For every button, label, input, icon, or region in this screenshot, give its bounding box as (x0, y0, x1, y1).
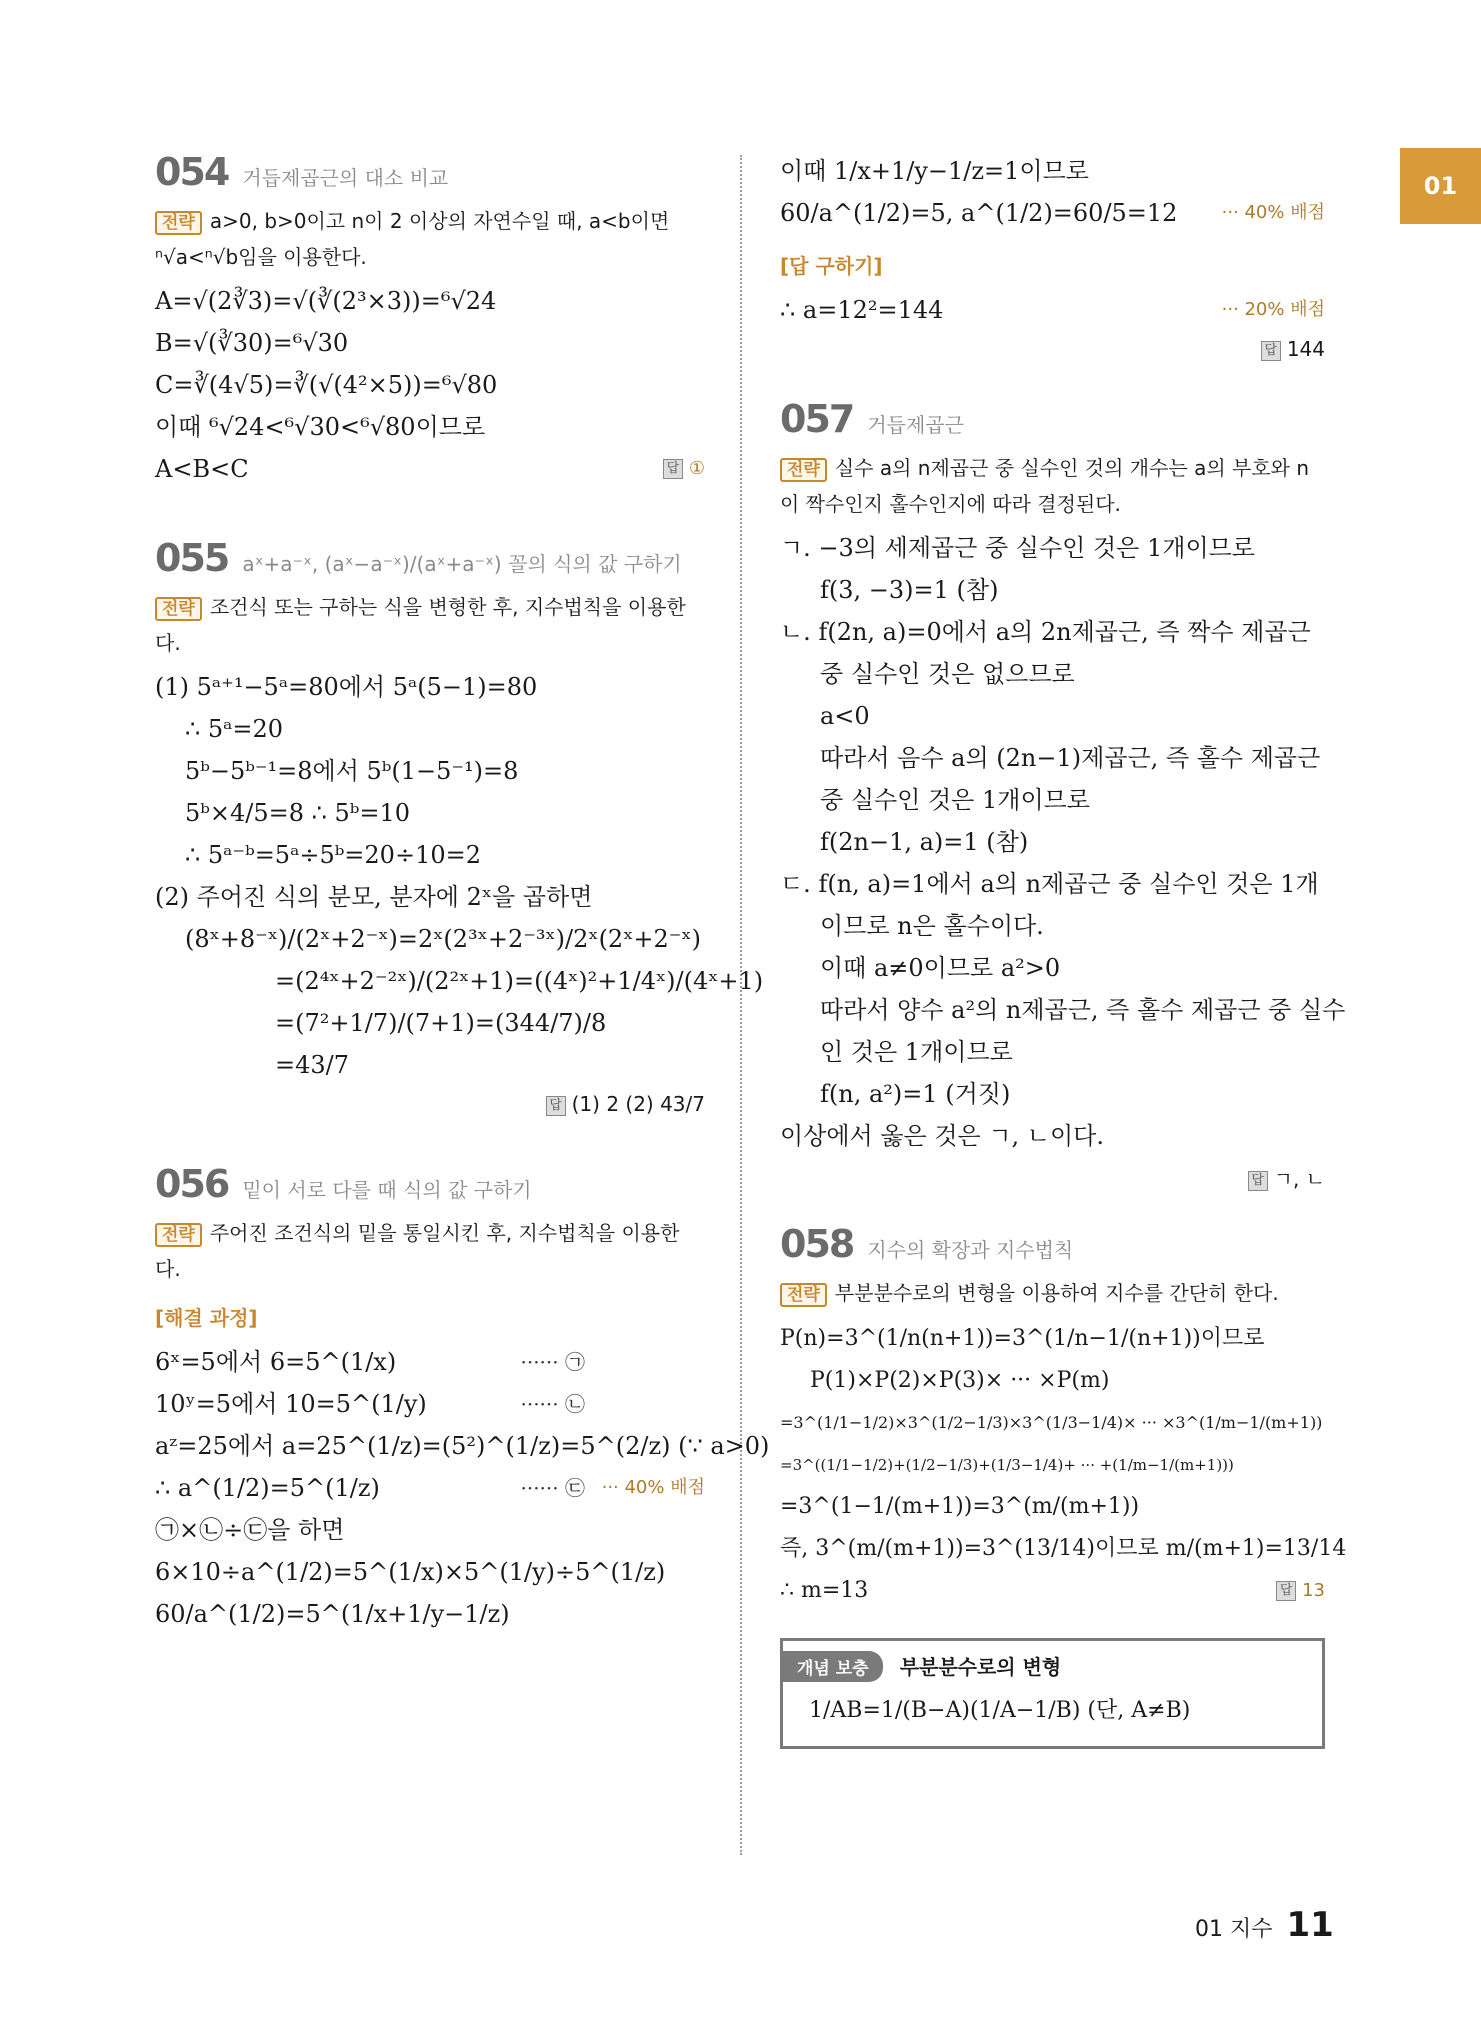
strategy-tag: 전략 (155, 211, 202, 235)
solution-line: f(3, −3)=1 (참) (820, 576, 999, 604)
page-number: 11 (1286, 1905, 1334, 1945)
subheading: [해결 과정] (155, 1306, 258, 1330)
section-058 (780, 1222, 1347, 1749)
solution-line: 60/a^(1/2)=5^(1/x+1/y−1/z) (155, 1600, 510, 1628)
page-footer (1195, 1905, 1334, 1945)
concept-tag: 개념 보충 (783, 1651, 883, 1682)
right-column (780, 150, 1347, 1749)
solution-line: B=√(∛30)=⁶√30 (155, 329, 349, 357)
solution-line: A=√(2∛3)=√(∛(2³×3))=⁶√24 (155, 287, 497, 315)
section-056-continued (780, 150, 1325, 361)
answer: 답 144 (780, 337, 1325, 361)
answer-icon: 답 (663, 459, 683, 479)
score-note: ··· 40% 배점 (601, 1477, 705, 1498)
section-056 (155, 1162, 770, 1635)
column-divider (740, 155, 742, 1855)
solution-line: (2) 주어진 식의 분모, 분자에 2ˣ을 곱하면 (155, 883, 593, 911)
answer: 답 13 (1276, 1570, 1325, 1612)
solution-line: 5ᵇ×4/5=8 ∴ 5ᵇ=10 (185, 799, 411, 827)
solution-line: f(2n−1, a)=1 (참) (820, 828, 1029, 856)
solution-line: 이때 a≠0이므로 a²>0 (820, 954, 1061, 982)
strategy-tag: 전략 (780, 458, 827, 482)
solution-line: 중 실수인 것은 없으므로 (820, 660, 1075, 688)
solution-line: =(2⁴ˣ+2⁻²ˣ)/(2²ˣ+1)=((4ˣ)²+1/4ˣ)/(4ˣ+1) (275, 967, 764, 995)
section-057 (780, 397, 1346, 1192)
concept-box (780, 1638, 1325, 1749)
section-title: aˣ+a⁻ˣ, (aˣ−a⁻ˣ)/(aˣ+a⁻ˣ) 꼴의 식의 값 구하기 (242, 552, 682, 576)
solution-line: (1) 5ᵃ⁺¹−5ᵃ=80에서 5ᵃ(5−1)=80 (155, 673, 538, 701)
solution-line: =3^(1/1−1/2)×3^(1/2−1/3)×3^(1/3−1/4)× ··· ×3^(1/m−1/(m+1)) (780, 1413, 1323, 1432)
solution-line: aᶻ=25에서 a=25^(1/z)=(5²)^(1/z)=5^(2/z) (∵ a>0) (155, 1432, 770, 1460)
answer: 답 (1) 2 (2) 43/7 (155, 1092, 705, 1116)
solution-line: f(n, a²)=1 (거짓) (820, 1080, 1011, 1108)
strategy: 전략 조건식 또는 구하는 식을 변형한 후, 지수법칙을 이용한다. (155, 595, 686, 655)
solution-line: =(7²+1/7)/(7+1)=(344/7)/8 (275, 1009, 607, 1037)
section-title: 거듭제곱근의 대소 비교 (242, 166, 449, 190)
answer-icon: 답 (1261, 341, 1281, 361)
solution-line: 10ʸ=5에서 10=5^(1/y) ······ ㉡ (155, 1390, 585, 1418)
solution-line: (8ˣ+8⁻ˣ)/(2ˣ+2⁻ˣ)=2ˣ(2³ˣ+2⁻³ˣ)/2ˣ(2ˣ+2⁻ˣ) (185, 925, 701, 953)
solution-line: 5ᵇ−5ᵇ⁻¹=8에서 5ᵇ(1−5⁻¹)=8 (185, 757, 519, 785)
solution-line: 따라서 음수 a의 (2n−1)제곱근, 즉 홀수 제곱근 (820, 744, 1321, 772)
section-title: 지수의 확장과 지수법칙 (867, 1238, 1074, 1262)
solution-line: =43/7 (275, 1051, 350, 1079)
section-054 (155, 150, 705, 490)
solution-line: =3^((1/1−1/2)+(1/2−1/3)+(1/3−1/4)+ ··· +(1/m−1/(m+1))) (780, 1456, 1234, 1474)
solution-line: A<B<C 답 ① (155, 448, 705, 490)
solution-line: ∴ a^(1/2)=5^(1/z) ······ ㉢ ··· 40% 배점 (155, 1467, 705, 1509)
concept-title: 부분분수로의 변형 (899, 1655, 1062, 1679)
solution-line: 60/a^(1/2)=5, a^(1/2)=60/5=12 ··· 40% 배점 (780, 192, 1325, 234)
solution-line: 이때 1/x+1/y−1/z=1이므로 (780, 157, 1089, 185)
section-055 (155, 536, 764, 1116)
answer: 답 ① (663, 448, 705, 490)
section-title: 밑이 서로 다를 때 식의 값 구하기 (242, 1178, 532, 1202)
solution-line: 이때 ⁶√24<⁶√30<⁶√80이므로 (155, 413, 486, 441)
section-number: 057 (780, 397, 854, 441)
section-number: 055 (155, 536, 229, 580)
subheading: [답 구하기] (780, 254, 883, 278)
strategy-tag: 전략 (155, 597, 202, 621)
strategy: 전략 a>0, b>0이고 n이 2 이상의 자연수일 때, a<b이면 ⁿ√a<ⁿ√b임을 이용한다. (155, 209, 670, 269)
section-number: 054 (155, 150, 229, 194)
answer-icon: 답 (1248, 1171, 1268, 1191)
strategy: 전략 실수 a의 n제곱근 중 실수인 것의 개수는 a의 부호와 n이 짝수인지 홀수인지에 따라 결정된다. (780, 456, 1310, 516)
solution-line: 6ˣ=5에서 6=5^(1/x) ······ ㉠ (155, 1348, 585, 1376)
solution-line: 이상에서 옳은 것은 ㄱ, ㄴ이다. (780, 1122, 1104, 1150)
left-column (155, 150, 770, 1635)
score-note: ··· 40% 배점 (1221, 202, 1325, 223)
strategy-tag: 전략 (780, 1283, 827, 1307)
solution-line: ㄴ. f(2n, a)=0에서 a의 2n제곱근, 즉 짝수 제곱근 (780, 618, 1311, 646)
solution-line: ∴ m=13 답 13 (780, 1570, 1325, 1612)
solution-line: ㉠×㉡÷㉢을 하면 (155, 1516, 345, 1544)
answer: 답 ㄱ, ㄴ (780, 1163, 1325, 1192)
answer-icon: 답 (546, 1096, 566, 1116)
solution-line: P(n)=3^(1/n(n+1))=3^(1/n−1/(n+1))이므로 (780, 1326, 1265, 1351)
section-number: 058 (780, 1222, 854, 1266)
solution-line: 인 것은 1개이므로 (820, 1038, 1013, 1066)
solution-line: a<0 (820, 702, 870, 730)
solution-line: 이므로 n은 홀수이다. (820, 912, 1044, 940)
answer-icon: 답 (1276, 1581, 1296, 1601)
strategy: 전략 부분분수로의 변형을 이용하여 지수를 간단히 한다. (780, 1276, 1325, 1312)
solution-line: C=∛(4√5)=∛(√(4²×5))=⁶√80 (155, 371, 498, 399)
strategy-tag: 전략 (155, 1223, 202, 1247)
solution-line: 6×10÷a^(1/2)=5^(1/x)×5^(1/y)÷5^(1/z) (155, 1558, 666, 1586)
solution-line: ∴ 5ᵃ⁻ᵇ=5ᵃ÷5ᵇ=20÷10=2 (185, 841, 481, 869)
solution-line: ∴ a=12²=144 ··· 20% 배점 (780, 289, 1325, 331)
solution-line: ㄷ. f(n, a)=1에서 a의 n제곱근 중 실수인 것은 1개 (780, 870, 1319, 898)
solution-line: 중 실수인 것은 1개이므로 (820, 786, 1090, 814)
solution-line: 즉, 3^(m/(m+1))=3^(13/14)이므로 m/(m+1)=13/14 (780, 1536, 1347, 1561)
footer-chapter: 01 지수 (1195, 1917, 1273, 1942)
solution-line: P(1)×P(2)×P(3)× ··· ×P(m) (810, 1368, 1110, 1393)
solution-line: 따라서 양수 a²의 n제곱근, 즉 홀수 제곱근 중 실수 (820, 996, 1346, 1024)
solution-line: =3^(1−1/(m+1))=3^(m/(m+1)) (780, 1494, 1140, 1519)
section-number: 056 (155, 1162, 229, 1206)
chapter-tab: 01 (1400, 148, 1481, 224)
section-title: 거듭제곱근 (867, 413, 964, 437)
solution-line: ∴ 5ᵃ=20 (185, 715, 284, 743)
solution-line: ㄱ. −3의 세제곱근 중 실수인 것은 1개이므로 (780, 534, 1255, 562)
concept-formula: 1/AB=1/(B−A)(1/A−1/B) (단, A≠B) (809, 1698, 1191, 1723)
score-note: ··· 20% 배점 (1221, 299, 1325, 320)
strategy: 전략 주어진 조건식의 밑을 통일시킨 후, 지수법칙을 이용한다. (155, 1221, 680, 1281)
